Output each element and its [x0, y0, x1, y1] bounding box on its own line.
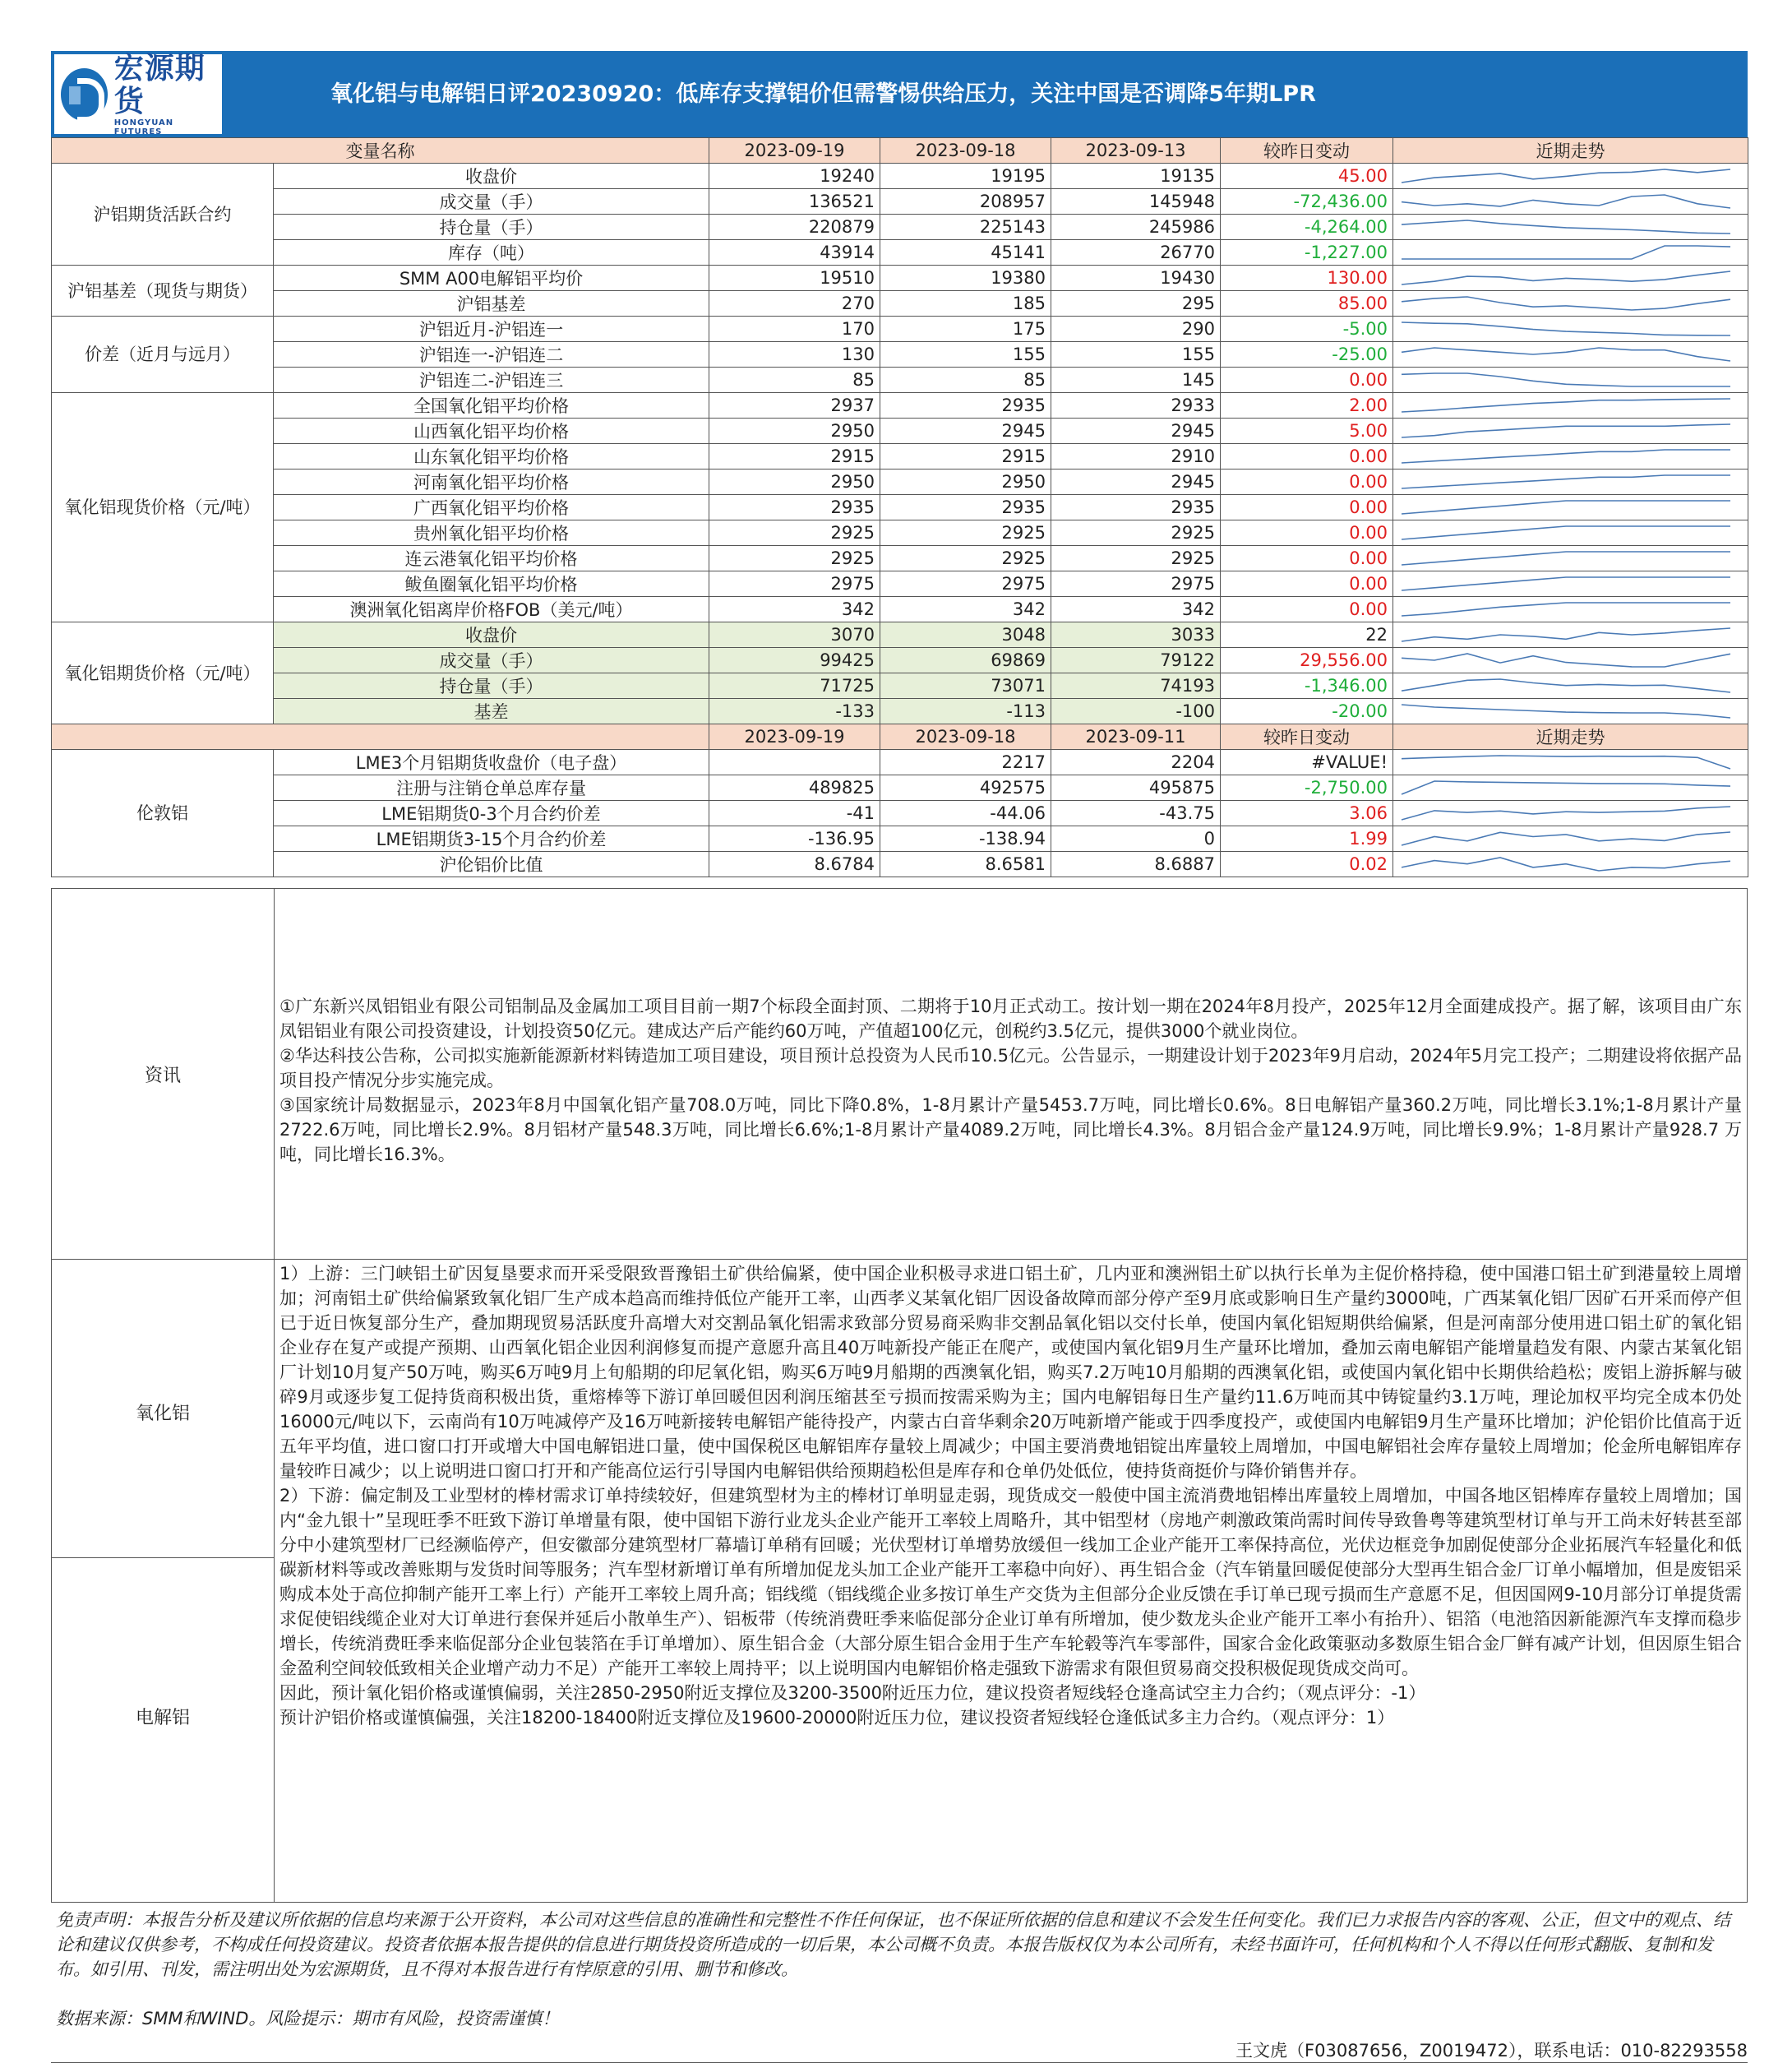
sparkline-path	[1402, 169, 1730, 183]
daily-change: -25.00	[1221, 342, 1393, 368]
value-col-2: 208957	[880, 189, 1051, 215]
value-col-1: 19240	[709, 164, 880, 189]
trend-sparkline	[1393, 546, 1748, 571]
variable-name: 沪铝连一-沪铝连二	[274, 342, 709, 368]
sparkline-path	[1402, 603, 1730, 616]
header-blank	[52, 724, 709, 750]
header-col-1: 2023-09-19	[709, 138, 880, 164]
value-col-2: 175	[880, 317, 1051, 342]
table-row	[52, 215, 1748, 240]
header-col-1: 2023-09-19	[709, 724, 880, 750]
value-col-1: 2935	[709, 495, 880, 520]
value-col-1: 489825	[709, 775, 880, 801]
daily-change: -5.00	[1221, 317, 1393, 342]
trend-sparkline	[1393, 775, 1748, 801]
value-col-3: 145948	[1051, 189, 1221, 215]
value-col-1: 71725	[709, 673, 880, 699]
variable-name: 山西氧化铝平均价格	[274, 419, 709, 444]
daily-change: 29,556.00	[1221, 648, 1393, 673]
value-col-2: 2935	[880, 393, 1051, 419]
value-col-2: 45141	[880, 240, 1051, 266]
value-col-2: 3048	[880, 622, 1051, 648]
daily-change: 0.00	[1221, 520, 1393, 546]
value-col-3: 79122	[1051, 648, 1221, 673]
value-col-3: 295	[1051, 291, 1221, 317]
daily-change: -72,436.00	[1221, 189, 1393, 215]
value-col-2: -113	[880, 699, 1051, 724]
sparkline-path	[1402, 807, 1730, 820]
group-label: 价差（近月与远月）	[52, 317, 274, 393]
value-col-2: 342	[880, 597, 1051, 622]
table-row	[52, 520, 1748, 546]
disclaimer: 免责声明：本报告分析及建议所依据的信息均来源于公开资料，本公司对这些信息的准确性和完整性不作任何保证，也不保证所依据的信息和建议不会发生任何变化。我们已力求报告内容的客观、公正，但文中的观点、结论和建议仅供参考，不构成任何投资建议。投资者依据本报告提供的信息进行期货投资所造成的一切后果，本公司概不负责。本报告版权仅为本公司所有，未经书面许可，任何机构和个人不得以任何形式翻版、复制和发布。如引用、刊发，需注明出处为宏源期货，且不得对本报告进行有悖原意的引用、删节和修改。	[56, 1910, 1730, 1979]
variable-name: 收盘价	[274, 622, 709, 648]
value-col-2: 2925	[880, 546, 1051, 571]
value-col-2: 2935	[880, 495, 1051, 520]
value-col-1: 99425	[709, 648, 880, 673]
sparkline-path	[1402, 858, 1730, 871]
sparkline-path	[1402, 501, 1730, 514]
sparkline-path	[1402, 424, 1730, 437]
value-col-3: -100	[1051, 699, 1221, 724]
table-row	[52, 775, 1748, 801]
daily-change: 130.00	[1221, 266, 1393, 291]
value-col-3: 290	[1051, 317, 1221, 342]
value-col-3: 495875	[1051, 775, 1221, 801]
table-row	[52, 291, 1748, 317]
sparkline-path	[1402, 526, 1730, 539]
value-col-3: 2925	[1051, 520, 1221, 546]
daily-change: 0.00	[1221, 571, 1393, 597]
variable-name: 基差	[274, 699, 709, 724]
value-col-2: 2950	[880, 469, 1051, 495]
value-col-2: 8.6581	[880, 852, 1051, 877]
news-block	[51, 888, 1748, 1260]
value-col-3: 74193	[1051, 673, 1221, 699]
variable-name: 注册与注销仓单总库存量	[274, 775, 709, 801]
sparkline-path	[1402, 628, 1730, 641]
value-col-1: 170	[709, 317, 880, 342]
sparkline-path	[1402, 552, 1730, 565]
trend-sparkline	[1393, 266, 1748, 291]
news-item-3: ③国家统计局数据显示，2023年8月中国氧化铝产量708.0万吨，同比下降0.8%，1-8月累计产量5453.7万吨，同比增长0.6%。8日电解铝产量360.2万吨，同比增长3.1%;1-8月累计产量2722.6万吨，同比增长2.9%。8月铝材产量548.3万吨，同比增长6.6%;1-8月累计产量4089.2万吨，同比增长4.3%。8月铝合金产量124.9万吨，同比增长9.9%；1-8月累计产量928.7 万吨，同比增长16.3%。	[279, 1095, 1742, 1164]
value-col-3: 19135	[1051, 164, 1221, 189]
trend-sparkline	[1393, 469, 1748, 495]
trend-sparkline	[1393, 801, 1748, 826]
value-col-2: 225143	[880, 215, 1051, 240]
sparkline-path	[1402, 475, 1730, 488]
logo-cn-text: 宏源期货	[113, 51, 206, 118]
value-col-1: -41	[709, 801, 880, 826]
variable-name: 河南氧化铝平均价格	[274, 469, 709, 495]
table-row	[52, 469, 1748, 495]
daily-change: -1,227.00	[1221, 240, 1393, 266]
value-col-1	[709, 750, 880, 775]
header-col-2: 2023-09-18	[880, 724, 1051, 750]
value-col-2: 69869	[880, 648, 1051, 673]
daily-change: 22	[1221, 622, 1393, 648]
trend-sparkline	[1393, 648, 1748, 673]
group-label: 氧化铝期货价格（元/吨）	[52, 622, 274, 724]
trend-sparkline	[1393, 342, 1748, 368]
daily-change: 0.00	[1221, 368, 1393, 393]
value-col-1: 85	[709, 368, 880, 393]
value-col-1: 2937	[709, 393, 880, 419]
table-row	[52, 164, 1748, 189]
daily-change: 5.00	[1221, 419, 1393, 444]
variable-name: 沪伦铝价比值	[274, 852, 709, 877]
header-col-5: 近期走势	[1393, 724, 1748, 750]
value-col-2: -138.94	[880, 826, 1051, 852]
value-col-3: 2945	[1051, 469, 1221, 495]
trend-sparkline	[1393, 750, 1748, 775]
trend-sparkline	[1393, 571, 1748, 597]
value-col-3: 19430	[1051, 266, 1221, 291]
value-col-3: 2975	[1051, 571, 1221, 597]
value-col-3: 2935	[1051, 495, 1221, 520]
table-row	[52, 419, 1748, 444]
header-col-3: 2023-09-13	[1051, 138, 1221, 164]
analyst-contact: 王文虎（F03087656，Z0019472），联系电话：010-82293558	[1235, 2041, 1748, 2061]
alumina-analysis: 1）上游：三门峡铝土矿因复垦要求而开采受限致晋豫铝土矿供给偏紧，使中国企业积极寻求进口铝土矿，几内亚和澳洲铝土矿以执行长单为主促价格持稳，使中国港口铝土矿到港量较上周增加；河南铝土矿供给偏紧致氧化铝厂生产成本趋高而维持低位产能开工率，山西孝义某氧化铝厂因设备故障而部分停产至9月底或影响日生产量约3000吨，广西某氧化铝厂因矿石开采而停产但已于近日恢复部分生产，叠加期现贸易活跃度升高增大对交割品氧化铝需求致部分贸易商采购非交割品氧化铝以交付长单，使国内氧化铝短期供给偏紧，但是河南部分使用进口铝土矿的氧化铝企业存在复产或提产预期、山西氧化铝企业因利润修复而提产意愿升高且40万吨新投产能正在爬产，或使国内氧化铝9月生产量环比增加，叠加云南电解铝产能增量趋发有限、内蒙古某氧化铝厂计划10月复产50万吨，购买6万吨9月上旬船期的印尼氧化铝，购买6万吨9月船期的西澳氧化铝，购买7.2万吨10月船期的西澳氧化铝，或使国内氧化铝中长期供给趋松；废铝上游拆解与破碎9月或逐步复工促持货商积极出货，重熔棒等下游订单回暖但因利润压缩甚至亏损而按需采购为主；国内电解铝每日生产量约11.6万吨而其中铸锭量约3.1万吨，理论加权平均完全成本仍处16000元/吨以下，云南尚有10万吨减停产及16万吨新接转电解铝产能待投产，内蒙古白音华剩余20万吨新增产能或于四季度投产，或使国内电解铝9月生产量环比增加；沪伦铝价比值高于近五年平均值，进口窗口打开或增大中国电解铝进口量，使中国保税区电解铝库存量较上周减少；中国主要消费地铝锭出库量较上周增加，中国电解铝社会库存量较上周增加；伦金所电解铝库存量较昨日减少；以上说明进口窗口打开和产能高位运行引导国内电解铝供给预期趋松但是库存和仓单仍处低位，使持货商挺价与降价销售并存。	[279, 1264, 1742, 1481]
alumina-conclusion: 因此，预计氧化铝价格或谨慎偏弱，关注2850-2950附近支撑位及3200-3500附近压力位，建议投资者短线轻仓逢高试空主力合约；（观点评分：-1）	[279, 1683, 1426, 1703]
trend-sparkline	[1393, 419, 1748, 444]
value-col-2: 155	[880, 342, 1051, 368]
daily-change: -1,346.00	[1221, 673, 1393, 699]
daily-change: 2.00	[1221, 393, 1393, 419]
alumina-label: 氧化铝	[135, 1404, 190, 1424]
electrolytic-label: 电解铝	[135, 1708, 190, 1728]
sparkline-path	[1402, 297, 1730, 310]
daily-change: 85.00	[1221, 291, 1393, 317]
value-col-1: 2925	[709, 520, 880, 546]
value-col-2: 185	[880, 291, 1051, 317]
report-title: 氧化铝与电解铝日评20230920：低库存支撑铝价但需警惕供给压力，关注中国是否调降5年期LPR	[330, 81, 1316, 107]
header-col-2: 2023-09-18	[880, 138, 1051, 164]
value-col-1: 2950	[709, 419, 880, 444]
trend-sparkline	[1393, 622, 1748, 648]
table-row	[52, 801, 1748, 826]
daily-change: 0.00	[1221, 469, 1393, 495]
value-col-3: 245986	[1051, 215, 1221, 240]
news-label: 资讯	[144, 1066, 181, 1086]
table-row	[52, 852, 1748, 877]
sparkline-path	[1402, 577, 1730, 590]
variable-name: 持仓量（手）	[274, 215, 709, 240]
aluminum-conclusion: 预计沪铝价格或谨慎偏强，关注18200-18400附近支撑位及19600-20000附近压力位，建议投资者短线轻仓逢低试多主力合约。（观点评分：1）	[279, 1708, 1395, 1728]
table-row	[52, 699, 1748, 724]
news-item-2: ②华达科技公告称，公司拟实施新能源新材料铸造加工项目建设，项目预计总投资为人民币10.5亿元。公告显示，一期建设计划于2023年9月启动，2024年5月完工投产；二期建设将依据产品项目投产情况分步实施完成。	[279, 1046, 1742, 1090]
variable-name: 沪铝基差	[274, 291, 709, 317]
value-col-1: 220879	[709, 215, 880, 240]
value-col-1: 8.6784	[709, 852, 880, 877]
trend-sparkline	[1393, 852, 1748, 877]
value-col-3: 145	[1051, 368, 1221, 393]
value-col-1: -133	[709, 699, 880, 724]
table-row	[52, 240, 1748, 266]
variable-name: 全国氧化铝平均价格	[274, 393, 709, 419]
group-label: 氧化铝现货价格（元/吨）	[52, 393, 274, 622]
value-col-2: 19195	[880, 164, 1051, 189]
value-col-3: 2204	[1051, 750, 1221, 775]
table-row	[52, 673, 1748, 699]
daily-change: -2,750.00	[1221, 775, 1393, 801]
header-col-4: 较昨日变动	[1221, 138, 1393, 164]
table-row	[52, 622, 1748, 648]
trend-sparkline	[1393, 189, 1748, 215]
table-row	[52, 317, 1748, 342]
value-col-3: 2933	[1051, 393, 1221, 419]
variable-name: 沪铝连二-沪铝连三	[274, 368, 709, 393]
value-col-1: 2915	[709, 444, 880, 469]
value-col-1: 2950	[709, 469, 880, 495]
value-col-3: 26770	[1051, 240, 1221, 266]
value-col-2: 2217	[880, 750, 1051, 775]
value-col-2: 2945	[880, 419, 1051, 444]
value-col-1: -136.95	[709, 826, 880, 852]
value-col-2: 2915	[880, 444, 1051, 469]
table-row	[52, 826, 1748, 852]
value-col-1: 270	[709, 291, 880, 317]
value-col-3: 342	[1051, 597, 1221, 622]
sparkline-path	[1402, 679, 1730, 692]
trend-sparkline	[1393, 164, 1748, 189]
variable-name: 贵州氧化铝平均价格	[274, 520, 709, 546]
table-header-row	[52, 724, 1748, 750]
data-source-note: 数据来源：SMM和WIND。风险提示：期市有风险，投资需谨慎！	[56, 2009, 560, 2028]
variable-name: 广西氧化铝平均价格	[274, 495, 709, 520]
value-col-3: 2925	[1051, 546, 1221, 571]
header-col-4: 较昨日变动	[1221, 724, 1393, 750]
sparkline-path	[1402, 450, 1730, 463]
daily-change: 45.00	[1221, 164, 1393, 189]
table-row	[52, 495, 1748, 520]
table-row	[52, 342, 1748, 368]
variable-name: 收盘价	[274, 164, 709, 189]
sparkline-path	[1402, 322, 1730, 335]
variable-name: 成交量（手）	[274, 648, 709, 673]
hongyuan-logo-icon	[61, 68, 108, 121]
value-col-2: 85	[880, 368, 1051, 393]
daily-change: -4,264.00	[1221, 215, 1393, 240]
value-col-2: 2975	[880, 571, 1051, 597]
variable-name: LME铝期货3-15个月合约价差	[274, 826, 709, 852]
variable-name: 鲅鱼圈氧化铝平均价格	[274, 571, 709, 597]
table-row	[52, 571, 1748, 597]
value-col-1: 3070	[709, 622, 880, 648]
sparkline-path	[1402, 271, 1730, 284]
trend-sparkline	[1393, 368, 1748, 393]
value-col-2: -44.06	[880, 801, 1051, 826]
trend-sparkline	[1393, 393, 1748, 419]
table-row	[52, 393, 1748, 419]
table-row	[52, 648, 1748, 673]
value-col-3: 8.6887	[1051, 852, 1221, 877]
analysis-block	[51, 1260, 1748, 1903]
trend-sparkline	[1393, 597, 1748, 622]
variable-name: 沪铝近月-沪铝连一	[274, 317, 709, 342]
variable-name: SMM A00电解铝平均价	[274, 266, 709, 291]
value-col-1: 43914	[709, 240, 880, 266]
trend-sparkline	[1393, 240, 1748, 266]
header-variable: 变量名称	[52, 138, 709, 164]
value-col-1: 2925	[709, 546, 880, 571]
value-col-1: 342	[709, 597, 880, 622]
sparkline-path	[1402, 195, 1730, 208]
trend-sparkline	[1393, 699, 1748, 724]
sparkline-path	[1402, 654, 1730, 667]
daily-change: 1.99	[1221, 826, 1393, 852]
value-col-2: 73071	[880, 673, 1051, 699]
trend-sparkline	[1393, 215, 1748, 240]
table-row	[52, 597, 1748, 622]
daily-change: -20.00	[1221, 699, 1393, 724]
value-col-3: 3033	[1051, 622, 1221, 648]
variable-name: 库存（吨）	[274, 240, 709, 266]
daily-change: 0.00	[1221, 495, 1393, 520]
trend-sparkline	[1393, 673, 1748, 699]
sparkline-path	[1402, 781, 1730, 794]
variable-name: 连云港氧化铝平均价格	[274, 546, 709, 571]
daily-change: 0.00	[1221, 444, 1393, 469]
trend-sparkline	[1393, 444, 1748, 469]
table-row	[52, 750, 1748, 775]
value-col-1: 2975	[709, 571, 880, 597]
table-row	[52, 444, 1748, 469]
variable-name: LME铝期货0-3个月合约价差	[274, 801, 709, 826]
header-col-5: 近期走势	[1393, 138, 1748, 164]
sparkline-path	[1402, 832, 1730, 845]
table-header-row	[52, 138, 1748, 164]
sparkline-path	[1402, 705, 1730, 718]
value-col-2: 492575	[880, 775, 1051, 801]
daily-change: 0.02	[1221, 852, 1393, 877]
group-label: 伦敦铝	[52, 750, 274, 877]
table-row	[52, 546, 1748, 571]
electrolytic-analysis: 2）下游：偏定制及工业型材的棒材需求订单持续较好，但建筑型材为主的棒材订单明显走弱，现货成交一般使中国主流消费地铝棒出库量较上周增加，中国各地区铝棒库存量较上周增加；国内“金九银十”呈现旺季不旺致下游订单增量有限，使中国铝下游行业龙头企业产能开工率较上周略升，其中铝型材（房地产刺激政策尚需时间传导致鲁粤等建筑型材订单与开工尚未好转甚至部分中小建筑型材厂已经濒临停产，但安徽部分建筑型材厂幕墙订单稍有回暖；光伏型材订单增势放缓但一线加工企业产能开工率保持高位，光伏边框竞争加剧促使部分企业拓展汽车轻量化和低碳新材料等或改善账期与发货时间等服务；汽车型材新增订单有所增加促龙头加工企业产能开工率稳中向好）、再生铝合金（汽车销量回暖促使部分大型再生铝合金厂订单小幅增加，但是废铝采购成本处于高位抑制产能开工率上行）产能开工率较上周升高；铝线缆（铝线缆企业多按订单生产交货为主但部分企业反馈在手订单已现亏损而生产意愿不足，但因国网9-10月部分订单提货需求促使铝线缆企业对大订单进行套保并延后小散单生产）、铝板带（传统消费旺季来临促部分企业订单有所增加，使少数龙头企业产能开工率小有抬升）、铝箔（电池箔因新能源汽车支撑而稳步增长，传统消费旺季来临促部分企业包装箔在手订单增加）、原生铝合金（大部分原生铝合金用于生产车轮毂等汽车零部件，国家合金化政策驱动多数原生铝合金厂鲜有减产计划，但因原生铝合金盈利空间较低致相关企业增产动力不足）产能开工率较上周持平；以上说明国内电解铝价格走强致下游需求有限但贸易商交投积极促现货成交尚可。	[279, 1486, 1742, 1678]
header-col-3: 2023-09-11	[1051, 724, 1221, 750]
variable-name: 澳洲氧化铝离岸价格FOB（美元/吨）	[274, 597, 709, 622]
daily-change: 0.00	[1221, 546, 1393, 571]
value-col-2: 19380	[880, 266, 1051, 291]
report-header	[51, 51, 1748, 137]
trend-sparkline	[1393, 291, 1748, 317]
logo-en-text: HONGYUAN FUTURES	[113, 118, 174, 136]
sparkline-path	[1402, 373, 1730, 386]
table-row	[52, 266, 1748, 291]
sparkline-path	[1402, 348, 1730, 361]
trend-sparkline	[1393, 495, 1748, 520]
value-col-2: 2925	[880, 520, 1051, 546]
group-label: 沪铝基差（现货与期货）	[52, 266, 274, 317]
trend-sparkline	[1393, 826, 1748, 852]
group-label: 沪铝期货活跃合约	[52, 164, 274, 266]
value-col-1: 19510	[709, 266, 880, 291]
sparkline-path	[1402, 220, 1730, 234]
daily-change: 0.00	[1221, 597, 1393, 622]
company-logo	[54, 51, 222, 136]
sparkline-path	[1402, 246, 1730, 259]
sparkline-path	[1402, 756, 1730, 769]
table-row	[52, 189, 1748, 215]
table-row	[52, 368, 1748, 393]
variable-name: LME3个月铝期货收盘价（电子盘）	[274, 750, 709, 775]
value-col-3: 0	[1051, 826, 1221, 852]
value-col-1: 136521	[709, 189, 880, 215]
daily-change: 3.06	[1221, 801, 1393, 826]
trend-sparkline	[1393, 317, 1748, 342]
trend-sparkline	[1393, 520, 1748, 546]
news-item-1: ①广东新兴凤铝铝业有限公司铝制品及金属加工项目目前一期7个标段全面封顶、二期将于10月正式动工。按计划一期在2024年8月投产，2025年12月全面建成投产。据了解，该项目由广东凤铝铝业有限公司投资建设，计划投资50亿元。建成达产后产能约60万吨，产值超100亿元，创税约3.5亿元，提供3000个就业岗位。	[279, 997, 1742, 1041]
value-col-3: 2945	[1051, 419, 1221, 444]
variable-name: 持仓量（手）	[274, 673, 709, 699]
variable-name: 成交量（手）	[274, 189, 709, 215]
sparkline-path	[1402, 399, 1730, 412]
value-col-1: 130	[709, 342, 880, 368]
value-col-3: -43.75	[1051, 801, 1221, 826]
variable-name: 山东氧化铝平均价格	[274, 444, 709, 469]
market-data-table	[51, 137, 1748, 877]
daily-change: #VALUE!	[1221, 750, 1393, 775]
value-col-3: 2910	[1051, 444, 1221, 469]
value-col-3: 155	[1051, 342, 1221, 368]
